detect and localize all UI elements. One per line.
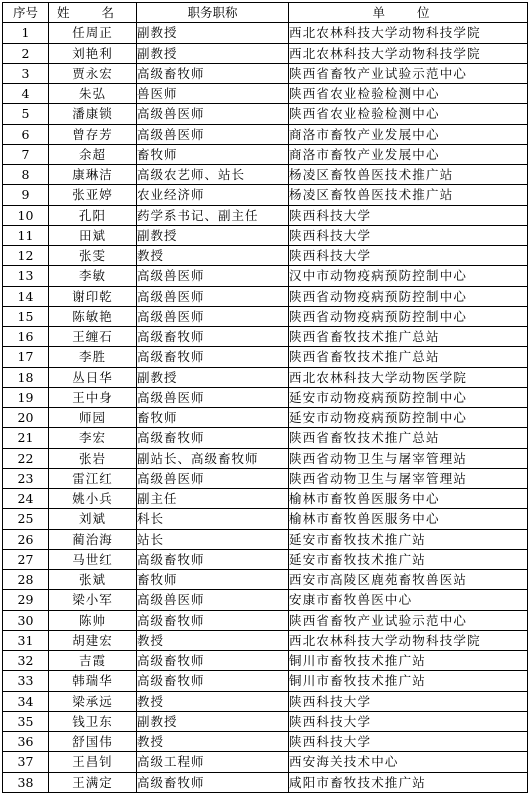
person-name: 马世红 [49, 549, 137, 569]
table-row [3, 448, 528, 468]
row-number: 8 [3, 165, 49, 185]
job-title: 高级农艺师、站长 [137, 165, 289, 185]
job-title: 高级畜牧师 [137, 549, 289, 569]
row-number: 34 [3, 691, 49, 711]
person-name: 蔺治海 [49, 529, 137, 549]
work-unit: 陕西科技大学 [289, 691, 528, 711]
person-name: 丛日华 [49, 367, 137, 387]
row-number: 7 [3, 144, 49, 164]
work-unit: 陕西省农业检验检测中心 [289, 84, 528, 104]
job-title: 农业经济师 [137, 185, 289, 205]
work-unit: 西北农林科技大学动物医学院 [289, 367, 528, 387]
table-row [3, 630, 528, 650]
person-name: 谢印乾 [49, 286, 137, 306]
row-number: 26 [3, 529, 49, 549]
table-row [3, 185, 528, 205]
person-name: 张斌 [49, 570, 137, 590]
job-title: 畜牧师 [137, 570, 289, 590]
row-number: 23 [3, 468, 49, 488]
job-title: 副教授 [137, 711, 289, 731]
person-name: 陈帅 [49, 610, 137, 630]
person-name: 朱弘 [49, 84, 137, 104]
row-number: 35 [3, 711, 49, 731]
table-row [3, 144, 528, 164]
table-row [3, 124, 528, 144]
job-title: 高级畜牧师 [137, 610, 289, 630]
person-name: 贾永宏 [49, 63, 137, 83]
table-row [3, 387, 528, 407]
job-title: 科长 [137, 509, 289, 529]
job-title: 高级兽医师 [137, 124, 289, 144]
row-number: 15 [3, 306, 49, 326]
job-title: 畜牧师 [137, 144, 289, 164]
job-title: 高级畜牧师 [137, 327, 289, 347]
row-number: 5 [3, 104, 49, 124]
job-title: 副教授 [137, 225, 289, 245]
person-name: 师园 [49, 408, 137, 428]
table-row [3, 489, 528, 509]
row-number: 37 [3, 752, 49, 772]
work-unit: 杨凌区畜牧兽医技术推广站 [289, 165, 528, 185]
table-row [3, 306, 528, 326]
table-row [3, 590, 528, 610]
row-number: 33 [3, 671, 49, 691]
job-title: 畜牧师 [137, 408, 289, 428]
person-name: 田斌 [49, 225, 137, 245]
person-name: 胡建宏 [49, 630, 137, 650]
table-row [3, 165, 528, 185]
table-row [3, 468, 528, 488]
person-name: 梁小军 [49, 590, 137, 610]
person-name: 吉霞 [49, 651, 137, 671]
row-number: 17 [3, 347, 49, 367]
row-number: 6 [3, 124, 49, 144]
table-row [3, 84, 528, 104]
table-row [3, 246, 528, 266]
work-unit: 陕西省动物卫生与屠宰管理站 [289, 468, 528, 488]
table-row [3, 23, 528, 43]
header-row [3, 3, 528, 23]
table-row [3, 752, 528, 772]
row-number: 13 [3, 266, 49, 286]
person-name: 张亚婷 [49, 185, 137, 205]
table-row [3, 327, 528, 347]
job-title: 高级兽医师 [137, 387, 289, 407]
table-body [3, 23, 528, 793]
person-name: 梁承远 [49, 691, 137, 711]
table-row [3, 428, 528, 448]
work-unit: 安康市畜牧兽医中心 [289, 590, 528, 610]
table-row [3, 266, 528, 286]
row-number: 36 [3, 732, 49, 752]
row-number: 24 [3, 489, 49, 509]
person-name: 余超 [49, 144, 137, 164]
person-name: 王满定 [49, 772, 137, 792]
job-title: 高级兽医师 [137, 104, 289, 124]
row-number: 3 [3, 63, 49, 83]
row-number: 12 [3, 246, 49, 266]
person-name: 韩瑞华 [49, 671, 137, 691]
row-number: 29 [3, 590, 49, 610]
job-title: 教授 [137, 732, 289, 752]
person-name: 孔阳 [49, 205, 137, 225]
table-row [3, 43, 528, 63]
work-unit: 铜川市畜牧技术推广站 [289, 651, 528, 671]
work-unit: 西北农林科技大学动物科技学院 [289, 43, 528, 63]
person-name: 王中身 [49, 387, 137, 407]
header-name: 姓 名 [49, 3, 137, 23]
person-name: 任周正 [49, 23, 137, 43]
work-unit: 陕西省畜牧技术推广总站 [289, 347, 528, 367]
work-unit: 陕西科技大学 [289, 246, 528, 266]
work-unit: 汉中市动物疫病预防控制中心 [289, 266, 528, 286]
person-name: 李敏 [49, 266, 137, 286]
job-title: 副教授 [137, 367, 289, 387]
row-number: 25 [3, 509, 49, 529]
job-title: 副教授 [137, 23, 289, 43]
job-title: 教授 [137, 691, 289, 711]
job-title: 高级兽医师 [137, 306, 289, 326]
person-name: 张雯 [49, 246, 137, 266]
table-row [3, 367, 528, 387]
row-number: 9 [3, 185, 49, 205]
person-name: 李胜 [49, 347, 137, 367]
work-unit: 杨凌区畜牧兽医技术推广站 [289, 185, 528, 205]
table-row [3, 509, 528, 529]
header-title: 职务职称 [137, 3, 289, 23]
work-unit: 延安市畜牧技术推广站 [289, 529, 528, 549]
job-title: 教授 [137, 630, 289, 650]
header-number: 序号 [3, 3, 49, 23]
work-unit: 陕西省畜牧技术推广总站 [289, 327, 528, 347]
personnel-table [2, 2, 528, 793]
job-title: 药学系书记、副主任 [137, 205, 289, 225]
person-name: 陈敏艳 [49, 306, 137, 326]
work-unit: 陕西省畜牧产业试验示范中心 [289, 63, 528, 83]
table-row [3, 732, 528, 752]
table-row [3, 651, 528, 671]
work-unit: 咸阳市畜牧技术推广站 [289, 772, 528, 792]
work-unit: 西安市高陵区鹿苑畜牧兽医站 [289, 570, 528, 590]
row-number: 38 [3, 772, 49, 792]
job-title: 高级畜牧师 [137, 347, 289, 367]
job-title: 副教授 [137, 43, 289, 63]
table-row [3, 205, 528, 225]
row-number: 10 [3, 205, 49, 225]
person-name: 王缠石 [49, 327, 137, 347]
work-unit: 商洛市畜牧产业发展中心 [289, 124, 528, 144]
table-header [3, 3, 528, 23]
table-row [3, 772, 528, 792]
work-unit: 西北农林科技大学动物科技学院 [289, 630, 528, 650]
person-name: 曾存芳 [49, 124, 137, 144]
person-name: 刘斌 [49, 509, 137, 529]
work-unit: 陕西省畜牧产业试验示范中心 [289, 610, 528, 630]
table-row [3, 570, 528, 590]
row-number: 2 [3, 43, 49, 63]
work-unit: 陕西科技大学 [289, 205, 528, 225]
row-number: 30 [3, 610, 49, 630]
person-name: 姚小兵 [49, 489, 137, 509]
table-row [3, 671, 528, 691]
work-unit: 陕西科技大学 [289, 225, 528, 245]
job-title: 高级兽医师 [137, 286, 289, 306]
job-title: 教授 [137, 246, 289, 266]
work-unit: 延安市畜牧技术推广站 [289, 549, 528, 569]
person-name: 舒国伟 [49, 732, 137, 752]
row-number: 28 [3, 570, 49, 590]
job-title: 高级兽医师 [137, 590, 289, 610]
work-unit: 陕西省畜牧技术推广总站 [289, 428, 528, 448]
table-row [3, 347, 528, 367]
table-row [3, 63, 528, 83]
person-name: 王昌钊 [49, 752, 137, 772]
work-unit: 榆林市畜牧兽医服务中心 [289, 489, 528, 509]
work-unit: 陕西省动物疫病预防控制中心 [289, 286, 528, 306]
row-number: 18 [3, 367, 49, 387]
work-unit: 西北农林科技大学动物科技学院 [289, 23, 528, 43]
person-name: 潘康锁 [49, 104, 137, 124]
work-unit: 陕西省动物卫生与屠宰管理站 [289, 448, 528, 468]
row-number: 19 [3, 387, 49, 407]
row-number: 16 [3, 327, 49, 347]
work-unit: 铜川市畜牧技术推广站 [289, 671, 528, 691]
job-title: 高级畜牧师 [137, 772, 289, 792]
job-title: 高级畜牧师 [137, 671, 289, 691]
table-row [3, 529, 528, 549]
person-name: 李宏 [49, 428, 137, 448]
table-row [3, 408, 528, 428]
job-title: 高级兽医师 [137, 468, 289, 488]
job-title: 站长 [137, 529, 289, 549]
row-number: 32 [3, 651, 49, 671]
job-title: 高级畜牧师 [137, 428, 289, 448]
table-row [3, 549, 528, 569]
job-title: 高级工程师 [137, 752, 289, 772]
person-name: 张岩 [49, 448, 137, 468]
work-unit: 陕西省农业检验检测中心 [289, 104, 528, 124]
job-title: 高级畜牧师 [137, 63, 289, 83]
person-name: 刘艳利 [49, 43, 137, 63]
table-row [3, 691, 528, 711]
row-number: 27 [3, 549, 49, 569]
person-name: 雷江红 [49, 468, 137, 488]
work-unit: 陕西省动物疫病预防控制中心 [289, 306, 528, 326]
row-number: 11 [3, 225, 49, 245]
table-row [3, 286, 528, 306]
work-unit: 延安市动物疫病预防控制中心 [289, 387, 528, 407]
job-title: 副主任 [137, 489, 289, 509]
row-number: 1 [3, 23, 49, 43]
person-name: 康琳洁 [49, 165, 137, 185]
row-number: 31 [3, 630, 49, 650]
row-number: 22 [3, 448, 49, 468]
work-unit: 榆林市畜牧兽医服务中心 [289, 509, 528, 529]
table-row [3, 104, 528, 124]
job-title: 副站长、高级畜牧师 [137, 448, 289, 468]
header-unit: 单 位 [289, 3, 528, 23]
job-title: 高级兽医师 [137, 266, 289, 286]
row-number: 20 [3, 408, 49, 428]
work-unit: 陕西科技大学 [289, 711, 528, 731]
job-title: 高级畜牧师 [137, 651, 289, 671]
row-number: 14 [3, 286, 49, 306]
row-number: 21 [3, 428, 49, 448]
work-unit: 西安海关技术中心 [289, 752, 528, 772]
work-unit: 商洛市畜牧产业发展中心 [289, 144, 528, 164]
work-unit: 延安市动物疫病预防控制中心 [289, 408, 528, 428]
job-title: 兽医师 [137, 84, 289, 104]
work-unit: 陕西科技大学 [289, 732, 528, 752]
table-row [3, 610, 528, 630]
table-row [3, 225, 528, 245]
person-name: 钱卫东 [49, 711, 137, 731]
row-number: 4 [3, 84, 49, 104]
table-row [3, 711, 528, 731]
